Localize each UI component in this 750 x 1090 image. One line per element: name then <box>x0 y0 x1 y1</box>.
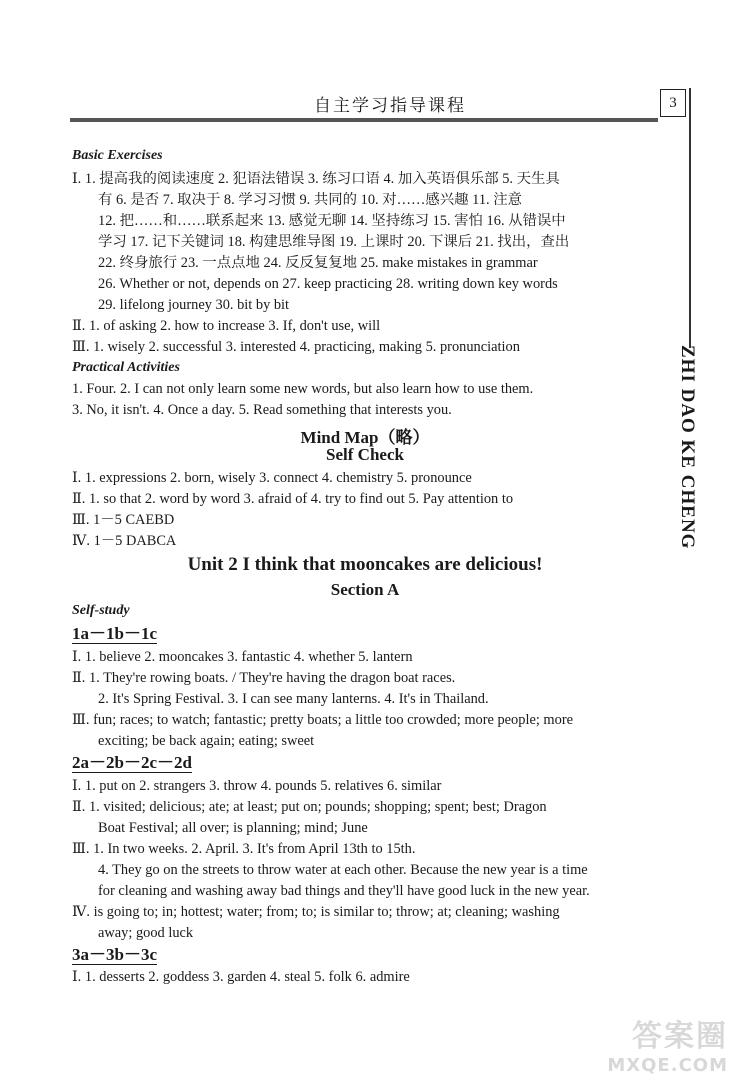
answer-line: Ⅱ. 1. They're rowing boats. / They're having the dragon boat races. <box>72 670 456 686</box>
section-title: Section A <box>330 580 400 599</box>
answer-line: Ⅲ. 1－5 CAEBD <box>72 512 175 528</box>
answer-line: Ⅲ. 1. In two weeks. 2. April. 3. It's from April 13th to 15th. <box>72 841 416 857</box>
answer-line: Ⅰ. 1. put on 2. strangers 3. throw 4. pounds 5. relatives 6. similar <box>72 778 442 794</box>
answer-line: Ⅰ. 1. expressions 2. born, wisely 3. connect 4. chemistry 5. pronounce <box>72 470 472 486</box>
page-number: 3 <box>660 89 686 117</box>
basic-exercises-label: Basic Exercises <box>72 148 163 163</box>
answer-line: Ⅰ. 1. believe 2. mooncakes 3. fantastic 4. whether 5. lantern <box>72 649 413 665</box>
answer-line: for cleaning and washing away bad things and they'll have good luck in the new year. <box>98 883 590 899</box>
answer-line: 12. 把……和……联系起来 13. 感觉无聊 14. 坚持练习 15. 害怕 16. 从错误中 <box>98 213 566 229</box>
practical-activities-label: Practical Activities <box>72 360 180 375</box>
answer-line: Ⅰ. 1. desserts 2. goddess 3. garden 4. steal 5. folk 6. admire <box>72 969 410 985</box>
side-rule <box>689 88 691 348</box>
unit-title: Unit 2 I think that mooncakes are delicious! <box>187 554 543 575</box>
answer-line: Ⅲ. fun; races; to watch; fantastic; pretty boats; a little too crowded; more people; more <box>72 712 574 728</box>
answer-line: 2. It's Spring Festival. 3. I can see many lanterns. 4. It's in Thailand. <box>98 691 489 707</box>
section-heading: 3a－3b－3c <box>72 945 157 964</box>
answer-line: away; good luck <box>98 925 194 941</box>
answer-line: 1. Four. 2. I can not only learn some new words, but also learn how to use them. <box>72 381 534 397</box>
answer-line: Ⅰ. 1. 提高我的阅读速度 2. 犯语法错误 3. 练习口语 4. 加入英语俱乐部 5. 天生具 <box>72 171 560 187</box>
answer-line: 4. They go on the streets to throw water at each other. Because the new year is a time <box>98 862 588 878</box>
answer-line: Ⅱ. 1. visited; delicious; ate; at least; put on; pounds; shopping; spent; best; Dragon <box>72 799 547 815</box>
section-heading: 2a－2b－2c－2d <box>72 753 192 772</box>
section-heading: 1a－1b－1c <box>72 624 157 643</box>
answer-line: Boat Festival; all over; is planning; mind; June <box>98 820 368 836</box>
watermark-logo <box>607 1011 728 1076</box>
watermark-line-2: MXQE.COM <box>607 1055 728 1076</box>
self-check-heading: Self Check <box>326 445 404 464</box>
mind-map-heading: Mind Map（略） <box>300 428 430 447</box>
answer-line: Ⅱ. 1. of asking 2. how to increase 3. If, don't use, will <box>72 318 381 334</box>
watermark-line-1: 答案圈 <box>632 1019 728 1054</box>
answer-line: Ⅳ. 1－5 DABCA <box>72 533 177 549</box>
answer-line: 29. lifelong journey 30. bit by bit <box>98 297 290 313</box>
side-running-title: ZHI DAO KE CHENG <box>677 345 698 550</box>
answer-line: exciting; be back again; eating; sweet <box>98 733 315 749</box>
header-rule <box>70 118 658 122</box>
answer-line: 有 6. 是否 7. 取决于 8. 学习习惯 9. 共同的 10. 对……感兴趣 11. 注意 <box>98 192 522 208</box>
answer-line: Ⅳ. is going to; in; hottest; water; from; to; is similar to; throw; at; cleaning; washing <box>72 904 560 920</box>
answer-line: 学习 17. 记下关键词 18. 构建思维导图 19. 上课时 20. 下课后 21. 找出，查出 <box>98 234 570 250</box>
running-header: 自主学习指导课程 <box>314 96 466 116</box>
answer-line: Ⅱ. 1. so that 2. word by word 3. afraid of 4. try to find out 5. Pay attention to <box>72 491 514 507</box>
self-study-label: Self-study <box>72 603 130 618</box>
answer-line: Ⅲ. 1. wisely 2. successful 3. interested 4. practicing, making 5. pronunciation <box>72 339 520 355</box>
answer-line: 3. No, it isn't. 4. Once a day. 5. Read something that interests you. <box>72 402 452 418</box>
answer-line: 26. Whether or not, depends on 27. keep practicing 28. writing down key words <box>98 276 558 292</box>
answer-line: 22. 终身旅行 23. 一点点地 24. 反反复复地 25. make mistakes in grammar <box>98 255 538 271</box>
